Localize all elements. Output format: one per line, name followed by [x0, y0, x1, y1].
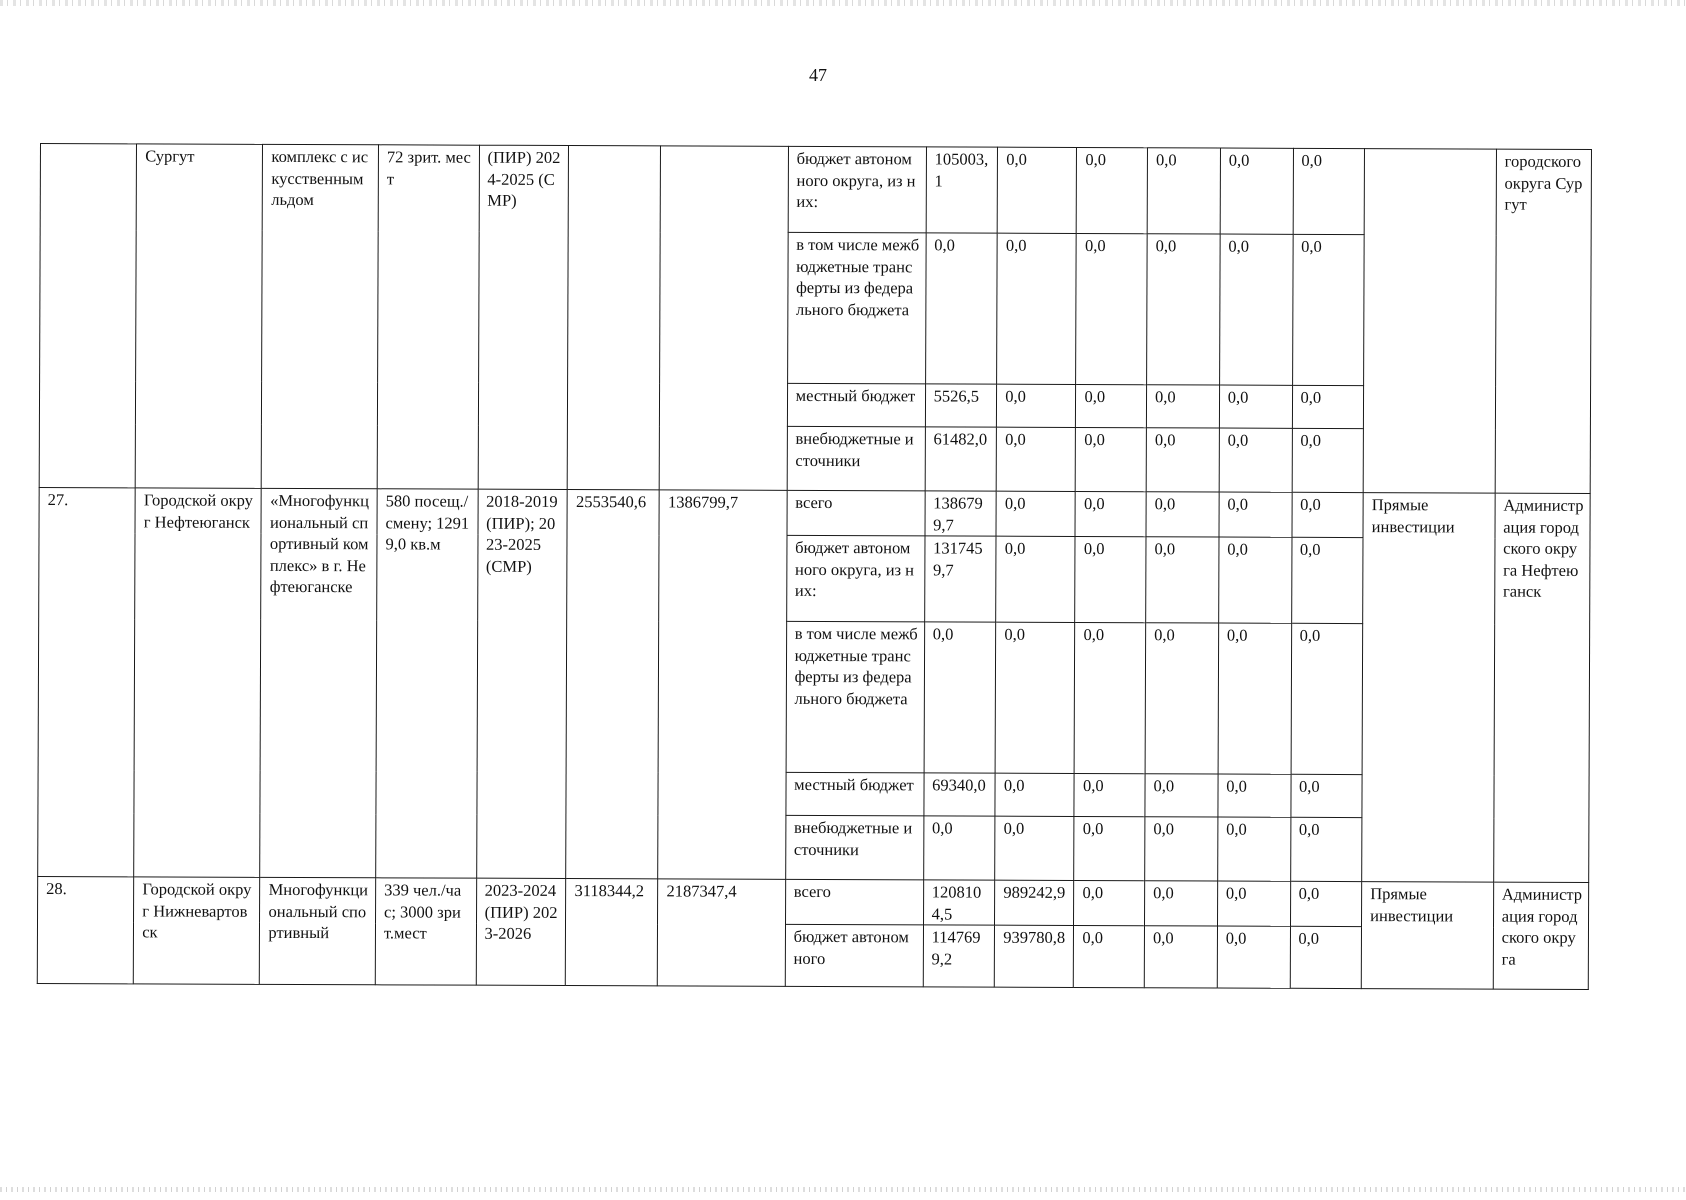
- municipality-cell: Городской округ Нижневартовск: [134, 877, 261, 984]
- funding-table-sheet: [37, 143, 1592, 990]
- funding-value-cell-3: 0,0: [1074, 816, 1145, 880]
- table-row: [40, 144, 1591, 236]
- funding-value-cell-6: 0,0: [1291, 537, 1363, 623]
- funding-value-cell-4: 0,0: [1146, 428, 1219, 492]
- funding-value-cell-4: 0,0: [1147, 234, 1220, 385]
- funding-source-cell: всего: [785, 879, 923, 925]
- funding-table: [37, 143, 1592, 990]
- funding-value-cell-1: 1147699,2: [923, 925, 995, 987]
- total-cost-cell: 2187347,4: [658, 879, 786, 986]
- capacity-cell: 72 зрит. мест: [377, 145, 479, 489]
- funding-value-cell-6: 0,0: [1293, 148, 1365, 234]
- funding-value-cell-6: 0,0: [1290, 881, 1362, 926]
- municipality-cell: Сургут: [135, 144, 263, 488]
- funding-value-cell-1: 5526,5: [925, 384, 997, 427]
- funding-source-cell: бюджет автономного округа, из них:: [788, 146, 926, 233]
- funding-value-cell-5: 0,0: [1218, 623, 1291, 774]
- funding-value-cell-6: 0,0: [1292, 234, 1364, 385]
- funding-value-cell-2: 0,0: [995, 773, 1074, 816]
- estimated-cost-cell: 3118344,2: [566, 879, 658, 986]
- row-number-cell: [39, 144, 137, 488]
- investment-type-cell: [1363, 149, 1496, 494]
- total-cost-cell: [660, 146, 789, 490]
- funding-value-cell-1: 1317459,7: [924, 536, 996, 622]
- total-cost-cell: 1386799,7: [658, 490, 787, 879]
- funding-value-cell-2: 989242,9: [995, 880, 1074, 925]
- funding-value-cell-5: 0,0: [1220, 148, 1293, 234]
- funding-value-cell-1: 0,0: [924, 622, 996, 773]
- responsible-party-cell: Администрация городского округа Нефтеюганск: [1493, 493, 1590, 882]
- capacity-cell: 580 посещ./смену; 12919,0 кв.м: [376, 489, 478, 878]
- funding-value-cell-4: 0,0: [1146, 537, 1219, 623]
- funding-value-cell-5: 0,0: [1217, 926, 1290, 988]
- funding-value-cell-6: 0,0: [1291, 623, 1363, 774]
- funding-value-cell-1: 0,0: [923, 816, 995, 880]
- funding-value-cell-3: 0,0: [1075, 622, 1146, 773]
- investment-type-cell: Прямые инвестиции: [1361, 882, 1493, 990]
- funding-value-cell-2: 0,0: [996, 427, 1075, 491]
- funding-value-cell-2: 0,0: [995, 622, 1075, 773]
- funding-value-cell-3: 0,0: [1074, 880, 1145, 925]
- funding-value-cell-6: 0,0: [1290, 926, 1362, 988]
- funding-value-cell-2: 0,0: [995, 816, 1074, 880]
- funding-source-cell: местный бюджет: [787, 383, 925, 427]
- estimated-cost-cell: [568, 146, 661, 490]
- funding-source-cell: внебюджетные источники: [785, 815, 923, 880]
- funding-value-cell-3: 0,0: [1076, 427, 1147, 491]
- funding-value-cell-6: 0,0: [1292, 385, 1364, 428]
- funding-value-cell-4: 0,0: [1146, 492, 1219, 537]
- capacity-cell: 339 чел./час; 3000 зрит.мест: [375, 878, 476, 985]
- funding-value-cell-2: 0,0: [996, 536, 1075, 622]
- object-name-cell: комплекс с искусственным льдом: [262, 144, 379, 488]
- funding-value-cell-5: 0,0: [1217, 881, 1290, 926]
- page-number: 47: [809, 65, 827, 85]
- period-cell: 2023-2024 (ПИР) 2023-2026: [476, 878, 566, 985]
- row-number-cell: 27.: [38, 487, 136, 876]
- funding-value-cell-1: 1386799,7: [925, 491, 997, 536]
- responsible-party-cell: городского округа Сургут: [1495, 149, 1592, 493]
- funding-value-cell-4: 0,0: [1145, 881, 1218, 926]
- funding-value-cell-2: 0,0: [997, 233, 1077, 384]
- funding-source-cell: бюджет автономного: [785, 924, 923, 987]
- funding-value-cell-1: 0,0: [925, 233, 997, 384]
- funding-value-cell-3: 0,0: [1076, 233, 1147, 384]
- funding-value-cell-6: 0,0: [1291, 492, 1363, 537]
- funding-value-cell-5: 0,0: [1217, 817, 1290, 881]
- funding-value-cell-5: 0,0: [1219, 492, 1292, 537]
- estimated-cost-cell: 2553540,6: [566, 490, 659, 879]
- funding-value-cell-5: 0,0: [1218, 774, 1291, 817]
- funding-value-cell-3: 0,0: [1074, 925, 1145, 987]
- funding-source-cell: всего: [787, 490, 925, 536]
- funding-value-cell-4: 0,0: [1145, 774, 1218, 817]
- funding-value-cell-4: 0,0: [1145, 623, 1218, 774]
- funding-source-cell: в том числе межбюджетные трансферты из федерального бюджета: [786, 621, 925, 773]
- funding-value-cell-4: 0,0: [1144, 926, 1217, 988]
- period-cell: 2018-2019 (ПИР); 2023-2025 (СМР): [476, 489, 567, 878]
- object-name-cell: «Многофункциональный спортивный комплекс» в г. Нефтеюганске: [260, 488, 377, 877]
- funding-value-cell-2: 0,0: [997, 384, 1076, 427]
- funding-value-cell-2: 0,0: [996, 491, 1075, 536]
- funding-source-cell: внебюджетные источники: [787, 426, 925, 491]
- funding-source-cell: бюджет автономного округа, из них:: [786, 535, 924, 622]
- funding-value-cell-1: 105003,1: [926, 147, 998, 233]
- funding-value-cell-5: 0,0: [1219, 428, 1292, 492]
- municipality-cell: Городской округ Нефтеюганск: [134, 488, 262, 877]
- funding-value-cell-6: 0,0: [1290, 817, 1362, 881]
- funding-value-cell-3: 0,0: [1077, 147, 1148, 233]
- funding-value-cell-4: 0,0: [1147, 148, 1220, 234]
- funding-value-cell-2: 939780,8: [995, 925, 1074, 987]
- funding-source-cell: в том числе межбюджетные трансферты из федерального бюджета: [787, 232, 926, 384]
- funding-value-cell-6: 0,0: [1292, 428, 1364, 492]
- responsible-party-cell: Администрация городского округа: [1493, 882, 1589, 989]
- funding-value-cell-3: 0,0: [1076, 384, 1147, 427]
- funding-value-cell-5: 0,0: [1219, 385, 1292, 428]
- funding-value-cell-6: 0,0: [1290, 774, 1362, 817]
- funding-value-cell-5: 0,0: [1219, 234, 1292, 385]
- scan-edge-bottom: [0, 1187, 1686, 1192]
- object-name-cell: Многофункциональный спортивный: [260, 877, 376, 984]
- funding-source-cell: местный бюджет: [786, 772, 924, 816]
- funding-value-cell-2: 0,0: [997, 147, 1076, 233]
- scan-edge-top: [0, 0, 1686, 6]
- funding-value-cell-3: 0,0: [1074, 773, 1145, 816]
- funding-value-cell-4: 0,0: [1146, 385, 1219, 428]
- funding-value-cell-5: 0,0: [1218, 537, 1291, 623]
- row-number-cell: 28.: [37, 876, 134, 983]
- funding-value-cell-1: 61482,0: [925, 427, 997, 491]
- period-cell: (ПИР) 2024-2025 (СМР): [478, 145, 569, 489]
- funding-value-cell-1: 1208104,5: [923, 880, 995, 925]
- funding-value-cell-4: 0,0: [1145, 817, 1218, 881]
- investment-type-cell: Прямые инвестиции: [1362, 493, 1495, 883]
- funding-value-cell-3: 0,0: [1075, 491, 1146, 536]
- table-row: [38, 876, 1589, 927]
- funding-value-cell-1: 69340,0: [924, 773, 996, 816]
- table-row: [39, 487, 1590, 538]
- funding-value-cell-3: 0,0: [1075, 536, 1146, 622]
